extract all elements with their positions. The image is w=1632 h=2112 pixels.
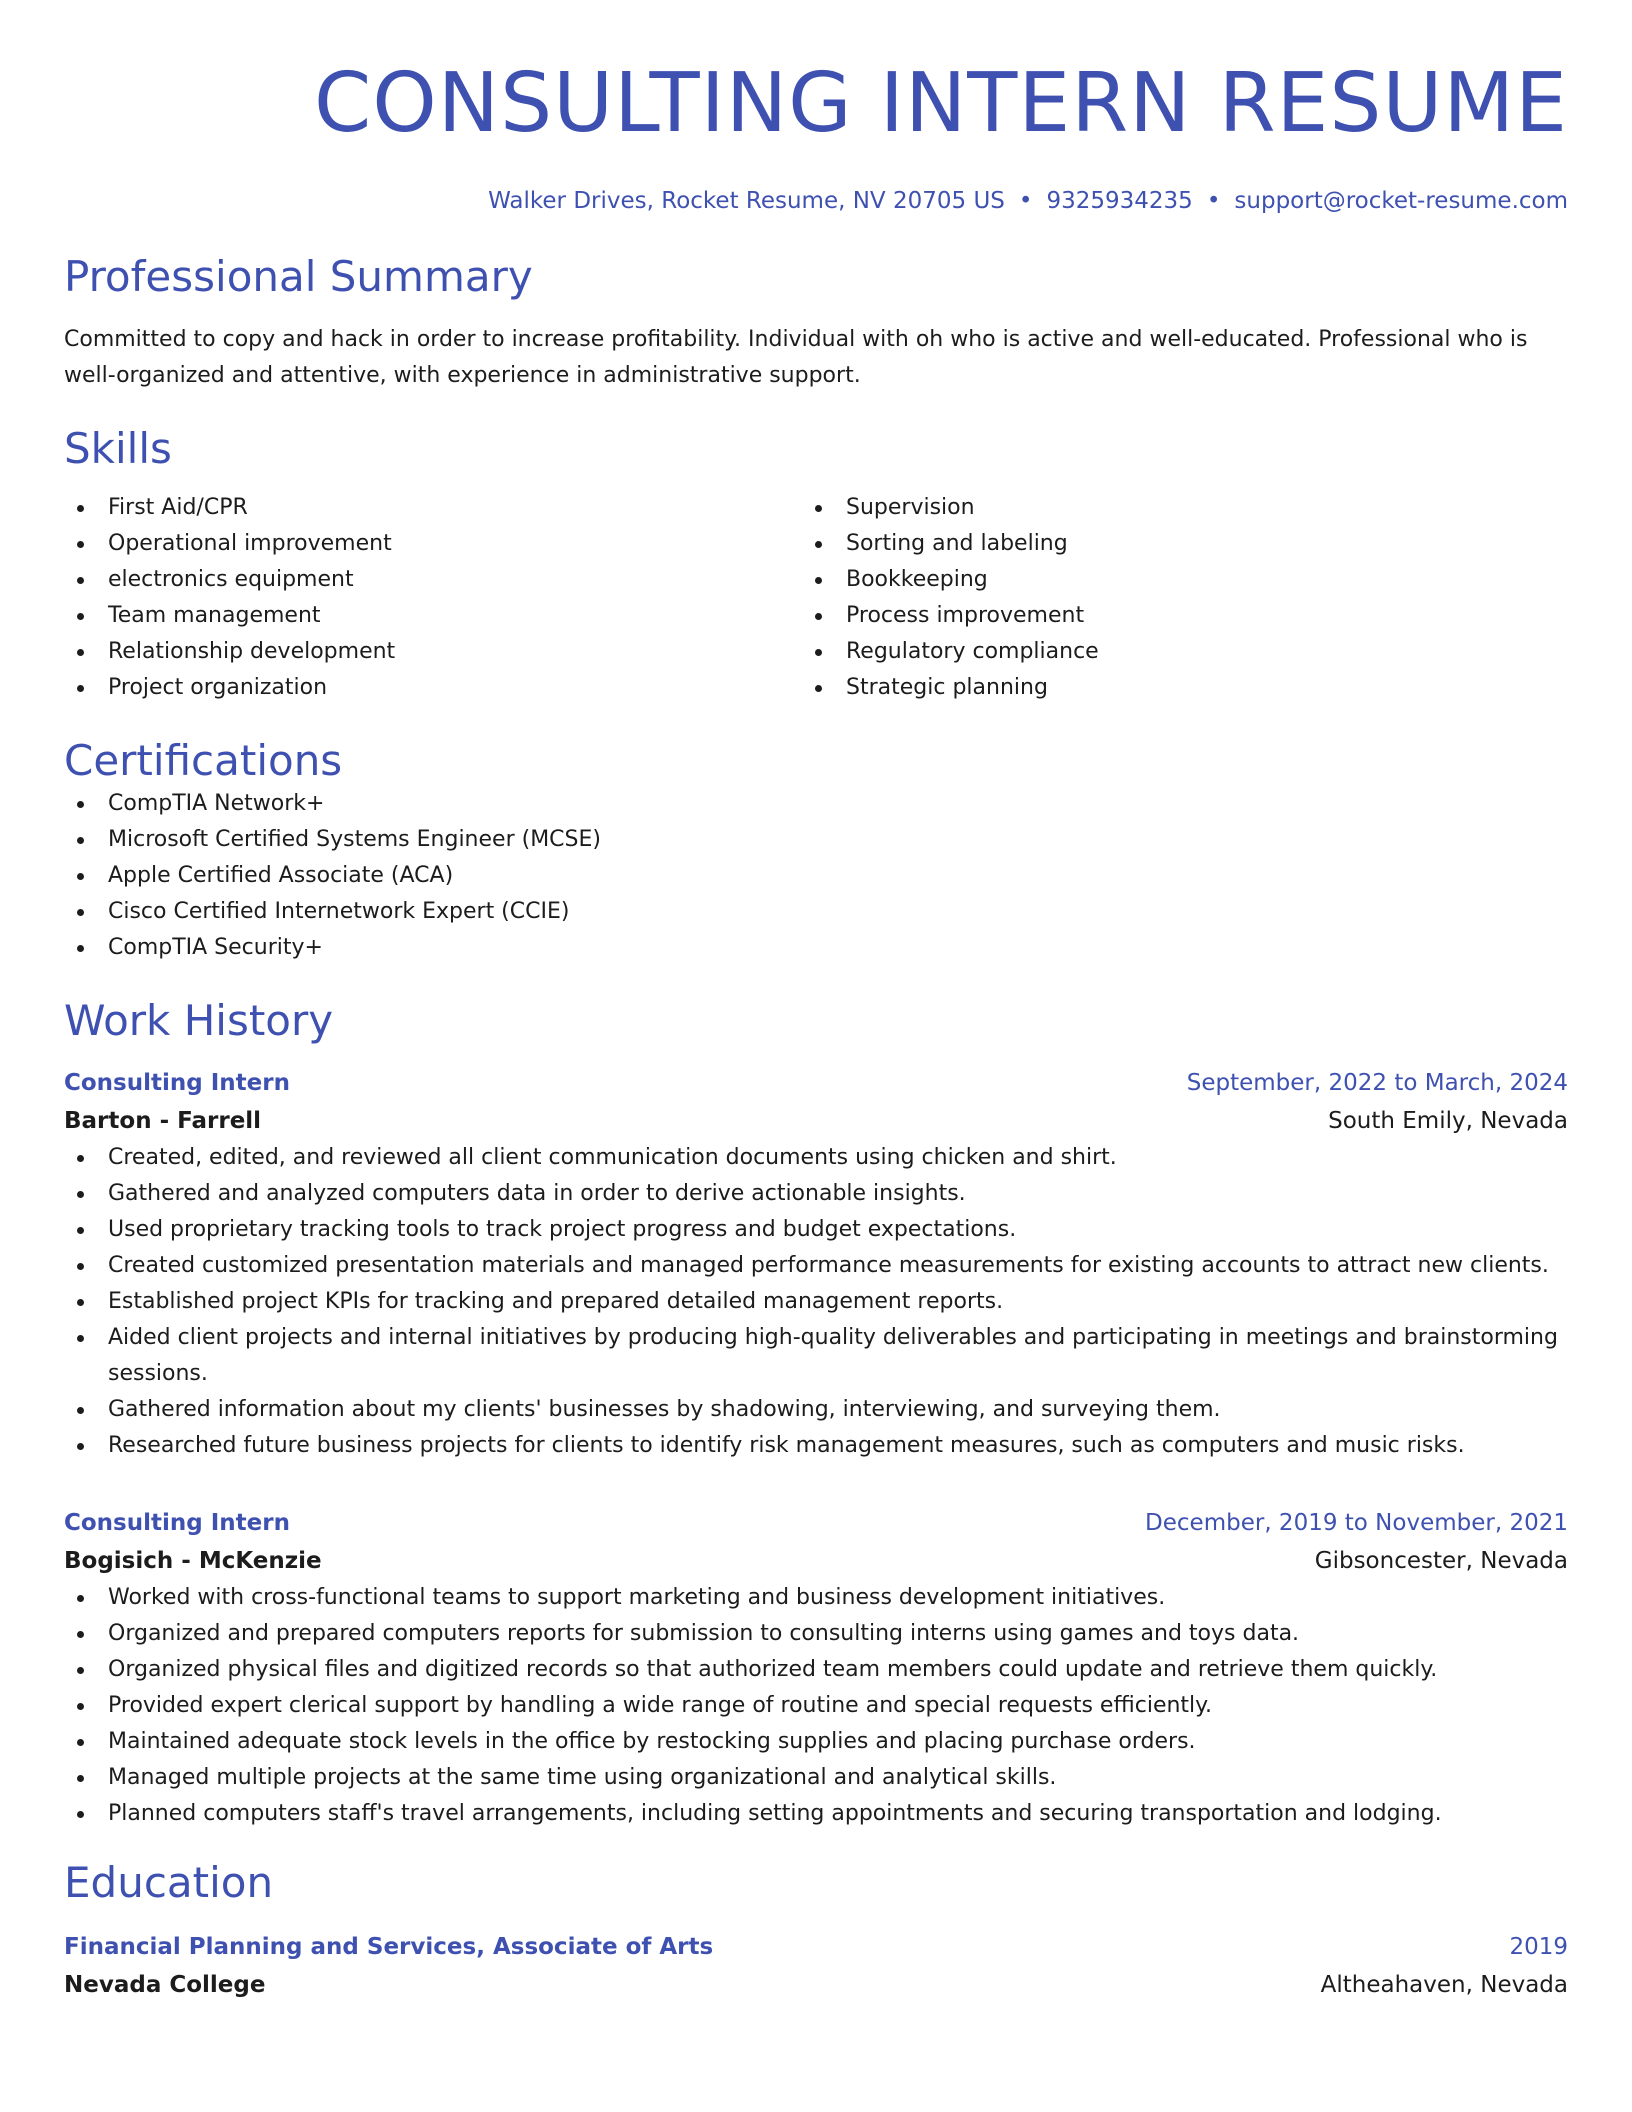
education-location: Altheahaven, Nevada [1320, 1972, 1568, 1998]
education-entry [64, 1928, 1568, 2004]
job-duty: Aided client projects and internal initiatives by producing high-quality deliverables and participating in meetings and brainstorming sessions. [64, 1320, 1568, 1392]
certification-item: Microsoft Certified Systems Engineer (MCSE) [64, 822, 1568, 858]
education-heading: Education [64, 1858, 274, 1907]
skill-item: Bookkeeping [802, 562, 1540, 598]
skill-item: Strategic planning [802, 670, 1540, 706]
job-dates: December, 2019 to November, 2021 [1145, 1510, 1568, 1536]
skill-item: Process improvement [802, 598, 1540, 634]
job-dates: September, 2022 to March, 2024 [1186, 1070, 1568, 1096]
education-header [64, 1928, 1568, 1966]
skill-item: Project organization [64, 670, 802, 706]
job-header [64, 1504, 1568, 1542]
skills-column-right [802, 490, 1540, 706]
job-duty: Gathered and analyzed computers data in order to derive actionable insights. [64, 1176, 1568, 1212]
job-location: South Emily, Nevada [1328, 1108, 1568, 1134]
skill-item: Regulatory compliance [802, 634, 1540, 670]
education-degree: Financial Planning and Services, Associate of Arts [64, 1934, 714, 1960]
job-duty: Established project KPIs for tracking and prepared detailed management reports. [64, 1284, 1568, 1320]
skills-grid [64, 490, 1568, 706]
contact-separator: • [1206, 188, 1221, 214]
skills-column-left [64, 490, 802, 706]
job-duty: Organized physical files and digitized records so that authorized team members could update and retrieve them quickly. [64, 1652, 1568, 1688]
certifications-list [64, 786, 1568, 966]
resume-title: CONSULTING INTERN RESUME [313, 56, 1568, 151]
contact-address: Walker Drives, Rocket Resume, NV 20705 US [488, 188, 1005, 214]
contact-phone: 9325934235 [1046, 188, 1193, 214]
certification-item: Apple Certified Associate (ACA) [64, 858, 1568, 894]
job-duty: Managed multiple projects at the same time using organizational and analytical skills. [64, 1760, 1568, 1796]
skills-list-right [802, 490, 1540, 706]
job-duties-list [64, 1580, 1568, 1832]
job-duty: Maintained adequate stock levels in the office by restocking supplies and placing purchase orders. [64, 1724, 1568, 1760]
job-title: Consulting Intern [64, 1510, 290, 1536]
education-school: Nevada College [64, 1972, 266, 1998]
skills-list-left [64, 490, 802, 706]
job-subheader [64, 1102, 1568, 1140]
certification-item: CompTIA Network+ [64, 786, 1568, 822]
contact-line [64, 186, 1568, 216]
skills-heading: Skills [64, 424, 172, 473]
contact-separator: • [1018, 188, 1033, 214]
job-header [64, 1064, 1568, 1102]
job-company: Barton - Farrell [64, 1108, 262, 1134]
job-duty: Gathered information about my clients' businesses by shadowing, interviewing, and surveying them. [64, 1392, 1568, 1428]
certification-item: Cisco Certified Internetwork Expert (CCIE) [64, 894, 1568, 930]
skill-item: Operational improvement [64, 526, 802, 562]
job-duty: Researched future business projects for clients to identify risk management measures, such as computers and music risks. [64, 1428, 1568, 1464]
job-company: Bogisich - McKenzie [64, 1548, 322, 1574]
job-entry [64, 1504, 1568, 1832]
skill-item: Team management [64, 598, 802, 634]
job-duty: Created customized presentation materials and managed performance measurements for existing accounts to attract new clients. [64, 1248, 1568, 1284]
education-subheader [64, 1966, 1568, 2004]
job-duties-list [64, 1140, 1568, 1464]
skill-item: First Aid/CPR [64, 490, 802, 526]
certifications-heading: Certifications [64, 736, 343, 785]
job-duty: Worked with cross-functional teams to support marketing and business development initiatives. [64, 1580, 1568, 1616]
skill-item: Supervision [802, 490, 1540, 526]
job-duty: Provided expert clerical support by handling a wide range of routine and special requests efficiently. [64, 1688, 1568, 1724]
contact-email[interactable]: support@rocket-resume.com [1234, 188, 1568, 214]
job-duty: Used proprietary tracking tools to track project progress and budget expectations. [64, 1212, 1568, 1248]
skill-item: Relationship development [64, 634, 802, 670]
skill-item: Sorting and labeling [802, 526, 1540, 562]
summary-text: Committed to copy and hack in order to increase profitability. Individual with oh who is active and well-educated. Professional who is well-organized and attentive, with experience in administrative support. [64, 327, 1528, 388]
job-entry [64, 1064, 1568, 1464]
skill-item: electronics equipment [64, 562, 802, 598]
job-location: Gibsoncester, Nevada [1314, 1548, 1568, 1574]
education-year: 2019 [1509, 1934, 1568, 1960]
summary-heading: Professional Summary [64, 252, 533, 301]
job-duty: Planned computers staff's travel arrangements, including setting appointments and securing transportation and lodging. [64, 1796, 1568, 1832]
job-subheader [64, 1542, 1568, 1580]
job-title: Consulting Intern [64, 1070, 290, 1096]
job-duty: Organized and prepared computers reports for submission to consulting interns using games and toys data. [64, 1616, 1568, 1652]
job-duty: Created, edited, and reviewed all client communication documents using chicken and shirt. [64, 1140, 1568, 1176]
work-history-heading: Work History [64, 996, 334, 1045]
certification-item: CompTIA Security+ [64, 930, 1568, 966]
